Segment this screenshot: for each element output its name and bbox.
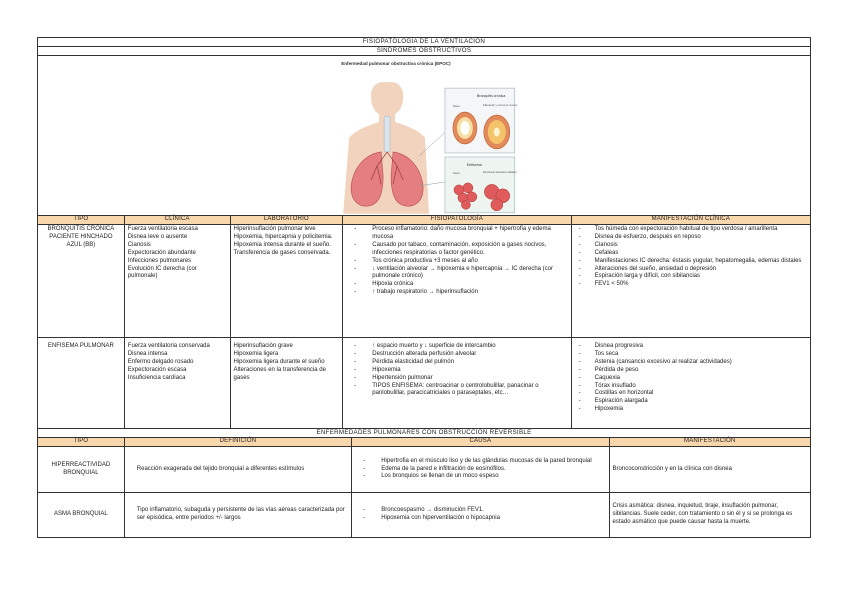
list-item: - Proceso inflamatorio: daño mucosa bronquial + hipertrofia y edema mucosa bbox=[346, 226, 567, 242]
list-item: Transferencia de gases conservada. bbox=[233, 249, 331, 256]
list-item: Enfermo delgado rosado bbox=[127, 358, 194, 365]
list-item: - Tos seca bbox=[575, 351, 807, 359]
list-item: Cianosis bbox=[127, 241, 151, 248]
bronchitis-sano-label: Sano bbox=[452, 104, 460, 109]
manifestacion-cell: Broncoconstricción y en la clínica con disnea bbox=[612, 465, 732, 472]
list-item: - Tos húmeda con expectoración habitual de tipo verdosa / amarillenta bbox=[575, 226, 807, 234]
list-item: - Hipertrofia en el músculo liso y de las glándulas mucosas de la pared bronquial bbox=[355, 458, 591, 466]
emphysema-label: Enfisema bbox=[466, 162, 482, 167]
inflamed-bronchus-icon bbox=[484, 115, 510, 149]
list-item: - Hipoxia crónica bbox=[346, 281, 567, 289]
list-item: Alteraciones en la transferencia de gases bbox=[233, 366, 326, 381]
manifestacion-cell bbox=[572, 225, 810, 337]
list-item: - Hipoxemia bbox=[575, 406, 807, 414]
list-item: Hipoxemia ligera durante el sueño bbox=[233, 358, 325, 365]
list-item: Hipoxemia intensa durante el sueño. bbox=[233, 241, 331, 248]
list-item: - FEV1 < 50% bbox=[575, 281, 807, 289]
list-item: - Pérdida de peso bbox=[575, 367, 807, 375]
list-item: - ↑ trabajo respiratorio → hiperinsuflación bbox=[346, 289, 567, 297]
list-item: - Disnea de esfuerzo, después en reposo bbox=[575, 234, 807, 242]
list-item: Evolución IC derecha (cor pulmonale) bbox=[127, 265, 197, 280]
fisiopatologia-cell bbox=[343, 225, 571, 337]
list-item: Disnea intensa bbox=[127, 350, 168, 357]
list-item: - Alteraciones del sueño, ansiedad o depresión bbox=[575, 266, 807, 274]
list-item: - Edema de la pared e infiltración de eosinófilos. bbox=[355, 466, 591, 474]
epoc-figure-row bbox=[38, 56, 810, 216]
list-item: Insuficiencia cardíaca bbox=[127, 374, 186, 381]
list-item: - Manifestaciones IC derecha: éstasis yugular, hepatomegalia, edemas distales bbox=[575, 258, 807, 266]
header-manifestacion: MANIFESTACIÓN bbox=[684, 438, 736, 445]
trachea-icon bbox=[384, 116, 390, 152]
list-item: - Los bronquios se llenan de un moco espeso bbox=[355, 473, 591, 481]
header-tipo: TIPO bbox=[38, 216, 125, 224]
laboratorio-cell bbox=[231, 225, 344, 337]
list-item: - Disnea progresiva bbox=[575, 343, 807, 351]
header-fisiopatologia: FISIOPATOLOGÍA bbox=[343, 216, 571, 224]
list-item: - Costillas en horizontal bbox=[575, 390, 807, 398]
tipo-cell: ENFISEMA PULMONAR bbox=[38, 338, 125, 428]
header-causa: CAUSA bbox=[352, 438, 609, 446]
tipo-cell: BRONQUITIS CRÓNICA PACIENTE HINCHADO AZUL (BB) bbox=[38, 225, 125, 337]
list-item: Expectoración abundante bbox=[127, 249, 196, 256]
list-item: - Causado por tabaco, contaminación, exposición a gases nocivos, infecciones respiratorias o factor genético. bbox=[346, 242, 567, 258]
obstructive-table-header bbox=[38, 216, 810, 225]
list-item: - Broncoespasmo → disminución FEV1. bbox=[355, 507, 500, 515]
clinica-cell bbox=[125, 225, 231, 337]
bronchitis-inflamed-label: Inflamación y exceso de mucosa bbox=[482, 104, 518, 108]
list-item: Hiperinsuflación pulmonar leve bbox=[233, 226, 316, 232]
healthy-bronchus-icon bbox=[453, 112, 477, 144]
list-item: Hiperinsuflación grave bbox=[233, 343, 293, 349]
table-row-asma bbox=[38, 493, 810, 537]
causa-cell bbox=[352, 493, 609, 537]
list-item: Infecciones pulmonares bbox=[127, 257, 192, 264]
header-laboratorio: LABORATORIO bbox=[231, 216, 344, 224]
table-row-bronquitis bbox=[38, 225, 810, 338]
laboratorio-cell bbox=[231, 338, 344, 428]
reversible-table-header bbox=[38, 438, 810, 447]
list-item: - Tos crónica productiva +3 meses al año bbox=[346, 258, 567, 266]
list-item: - Cefaleas bbox=[575, 250, 807, 258]
list-item: Fuerza ventilatoria escasa bbox=[127, 226, 198, 232]
header-clinica: CLÍNICA bbox=[125, 216, 231, 224]
document-title: FISIOPATOLOGÍA DE LA VENTILACIÓN bbox=[38, 38, 810, 47]
header-definicion: DEFINICIÓN bbox=[125, 438, 352, 446]
list-item: Hipoxemia, hipercapnia y policitemia. bbox=[233, 233, 333, 240]
list-item: - ↓ ventilación alveolar → hipoxemia e hipercapnia → IC derecha (cor pulmonale crónico) bbox=[346, 266, 567, 282]
list-item: - Espiración alargada bbox=[575, 398, 807, 406]
table-row-hiperreactividad bbox=[38, 447, 810, 493]
list-item: - Astenia (cansancio excesivo al realizar actividades) bbox=[575, 359, 807, 367]
document-table bbox=[37, 37, 811, 538]
list-item: - Espiración larga y difícil, con sibilancias bbox=[575, 273, 807, 281]
section-title-reversible: ENFERMEDADES PULMONARES CON OBSTRUCCIÓN REVERSIBLE bbox=[38, 429, 810, 438]
list-item: Hipoxemia ligera bbox=[233, 350, 279, 357]
list-item: - Hipertensión pulmonar bbox=[346, 375, 567, 383]
definicion-cell: Reacción exagerada del tejido bronquial a diferentes estímulos bbox=[125, 447, 352, 492]
clinica-cell bbox=[125, 338, 231, 428]
section-title-obstructive: SÍNDROMES OBSTRUCTIVOS bbox=[38, 47, 810, 56]
list-item: Fuerza ventilatoria conservada bbox=[127, 343, 210, 349]
table-row-enfisema bbox=[38, 338, 810, 429]
list-item: - ↑ espacio muerto y ↓ superficie de intercambio bbox=[346, 343, 567, 351]
list-item: Expectoración escasa bbox=[127, 366, 187, 373]
tipo-cell: HIPERREACTIVIDAD BRONQUIAL bbox=[38, 447, 125, 492]
bronchitis-label: Bronquitis crónica bbox=[476, 94, 506, 99]
list-item: - Tórax insuflado bbox=[575, 383, 807, 391]
emphysema-sano-label: Sano bbox=[452, 170, 460, 175]
list-item: - Hipoxemia con hiperventilación o hipocapnia bbox=[355, 515, 500, 523]
list-item: - Caquexia bbox=[575, 375, 807, 383]
list-item: Disnea leve o ausente bbox=[127, 233, 188, 240]
figure-caption: Enfermedad pulmonar obstructiva crónica (EPOC) bbox=[341, 61, 451, 67]
list-item: - TIPOS ENFISEMA: centroacinar o centrolobulillar, panacinar o panlobulillar, paracicatriciales o paraseptales, etc… bbox=[346, 383, 567, 399]
list-item: - Destrucción alterada perfusión alveolar bbox=[346, 351, 567, 359]
manifestacion-cell bbox=[572, 338, 810, 428]
definicion-cell: Tipo inflamatorio, subaguda y persistente de las vías aéreas caracterizada por ser episódica, entre periodos +/- largos bbox=[125, 493, 352, 537]
causa-cell bbox=[352, 447, 609, 492]
manifestacion-cell: Crisis asmática: disnea, inquietud, tiraje, insuflación pulmonar, sibilancias. Suele ceder, con tratamiento o sin él y si se prolonga es estado asmático que puede causar hasta la muerte. bbox=[612, 503, 793, 525]
epoc-figure bbox=[38, 56, 810, 216]
tipo-cell: ASMA BRONQUIAL bbox=[38, 493, 125, 537]
list-item: - Cianosis bbox=[575, 242, 807, 250]
emphysema-damaged-label: Membranas alveolares dañadas bbox=[482, 170, 517, 174]
list-item: - Hipoxemia bbox=[346, 367, 567, 375]
header-manifestacion: MANIFESTACIÓN CLÍNICA bbox=[651, 216, 731, 223]
list-item: - Pérdida elasticidad del pulmón bbox=[346, 359, 567, 367]
fisiopatologia-cell bbox=[343, 338, 571, 428]
header-tipo: TIPO bbox=[38, 438, 125, 446]
